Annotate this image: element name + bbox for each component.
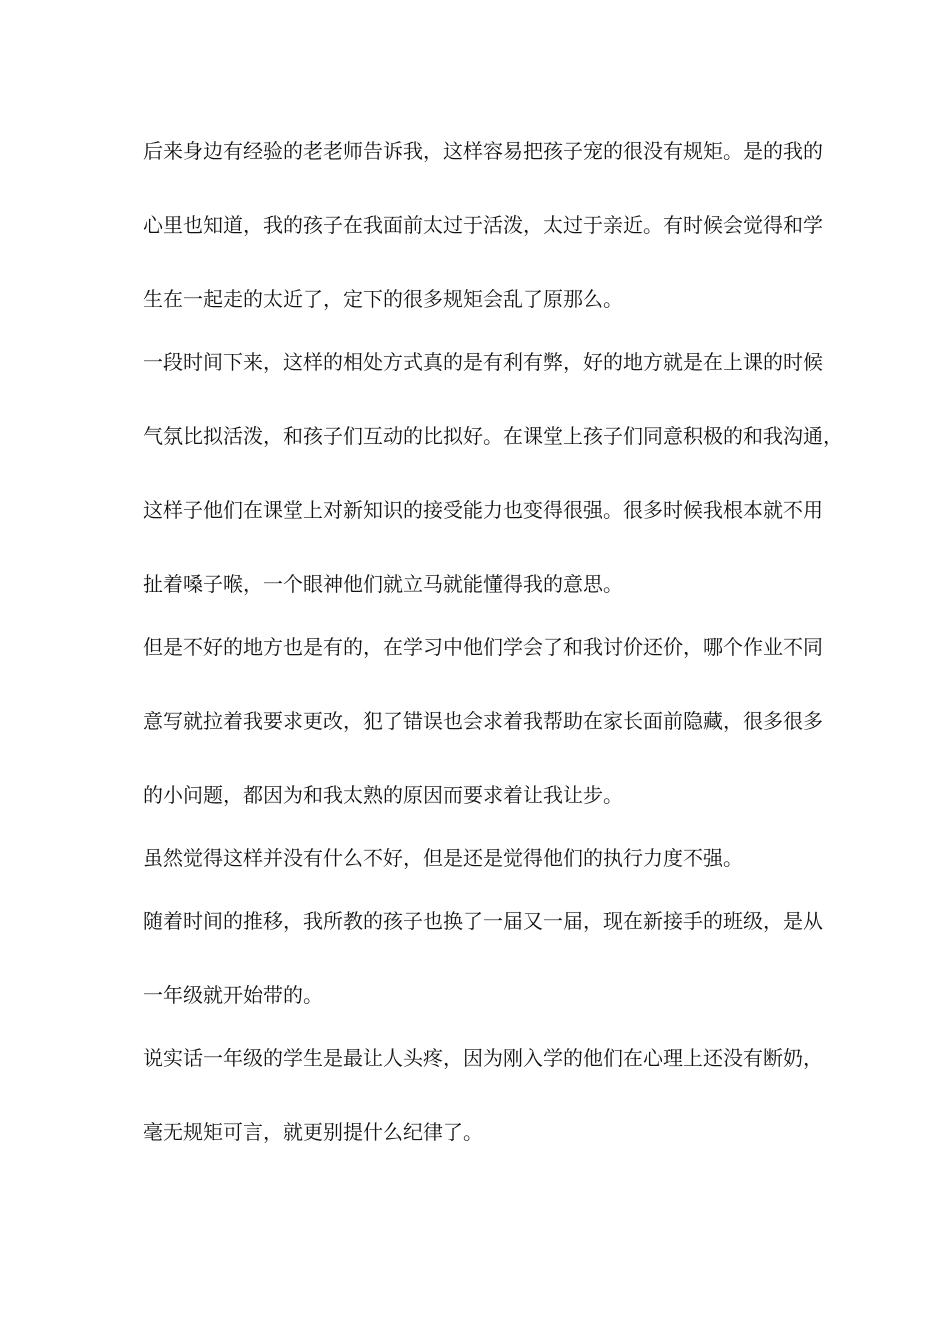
text-line: 毫无规矩可言，就更别提什么纪律了。 [143,1120,483,1144]
text-line: 一年级就开始带的。 [143,983,323,1007]
text-line: 但是不好的地方也是有的，在学习中他们学会了和我讨价还价，哪个作业不同 [143,635,823,659]
text-line: 虽然觉得这样并没有什么不好，但是还是觉得他们的执行力度不强。 [143,846,743,870]
text-line: 扯着嗓子喉，一个眼神他们就立马就能懂得我的意思。 [143,572,623,596]
text-line: 这样子他们在课堂上对新知识的接受能力也变得很强。很多时候我根本就不用 [143,498,823,522]
text-line: 的小问题，都因为和我太熟的原因而要求着让我让步。 [143,783,623,807]
text-line: 气氛比拟活泼，和孩子们互动的比拟好。在课堂上孩子们同意积极的和我沟通， [143,424,843,448]
text-line: 随着时间的推移，我所教的孩子也换了一届又一届，现在新接手的班级，是从 [143,909,823,933]
text-line: 生在一起走的太近了，定下的很多规矩会乱了原那么。 [143,287,623,311]
text-line: 一段时间下来，这样的相处方式真的是有利有弊，好的地方就是在上课的时候 [143,350,823,374]
text-line: 后来身边有经验的老老师告诉我，这样容易把孩子宠的很没有规矩。是的我的 [143,139,823,163]
text-line: 说实话一年级的学生是最让人头疼，因为刚入学的他们在心理上还没有断奶， [143,1046,823,1070]
text-line: 心里也知道，我的孩子在我面前太过于活泼，太过于亲近。有时候会觉得和学 [143,213,823,237]
text-line: 意写就拉着我要求更改，犯了错误也会求着我帮助在家长面前隐藏，很多很多 [143,709,823,733]
